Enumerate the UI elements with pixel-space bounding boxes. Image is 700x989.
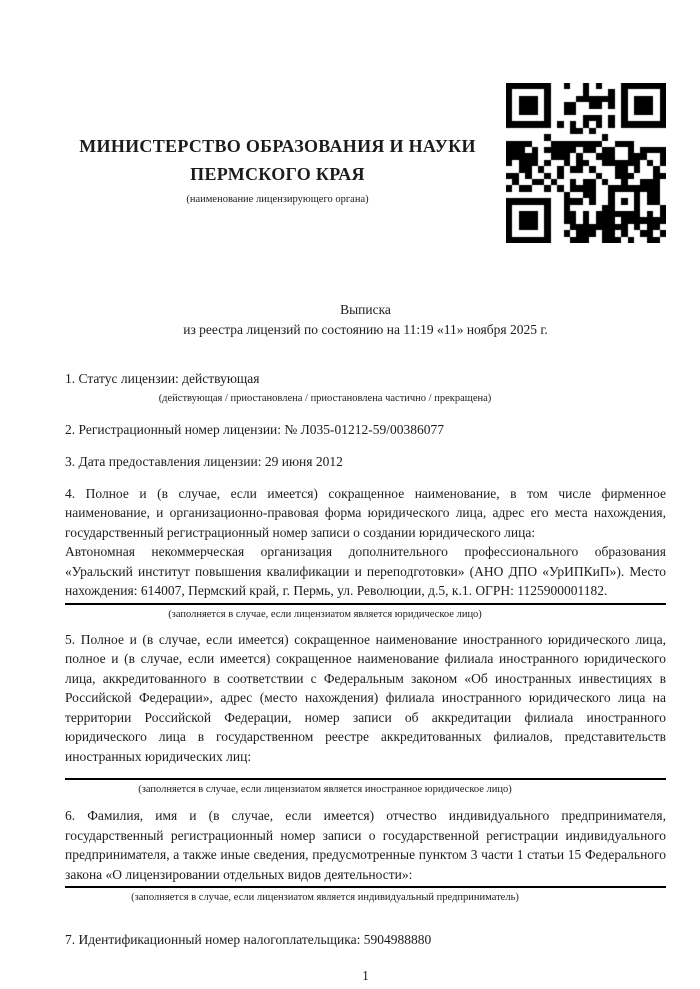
document-title-line-2: из реестра лицензий по состоянию на 11:19 «11» ноября 2025 г.: [183, 321, 548, 337]
qr-code: [506, 83, 666, 243]
foreign-entity-intro: 5. Полное и (в случае, если имеется) сокращенное наименование иностранного юридического лица, полное и (в случае, если имеется) сокращенное наименование филиала иностранного юридического лица, аккредитованного в соответствии с Федеральным законом «Об иностранных инвестициях в Российской Федерации», адрес (место нахождения) филиала иностранного юридического лица на территории Российской Федерации, номер записи об аккредитации филиала иностранного юридического лица в государственном реестре аккредитованных филиалов, представительств иностранных юридических лиц:: [65, 631, 666, 764]
license-status-hint: (действующая / приостановлена / приостановлена частично / прекращена): [158, 392, 492, 404]
separator-rule: [65, 603, 666, 605]
licensing-authority: [65, 83, 490, 206]
registration-number-line: 2. Регистрационный номер лицензии: № Л035-01212-59/00386077: [65, 421, 445, 437]
ministry-name: [65, 132, 490, 188]
separator-rule: [65, 886, 666, 888]
legal-entity-intro: 4. Полное и (в случае, если имеется) сокращенное наименование, в том числе фирменное наименование, и организационно-правовая форма юридического лица, адрес его места нахождения, государственный регистрационный номер записи о создании юридического лица:: [65, 485, 666, 540]
document-header: [65, 0, 666, 243]
foreign-entity-section: [65, 630, 666, 797]
entrepreneur-section: [65, 806, 666, 904]
ministry-name-line-1: МИНИСТЕРСТВО ОБРАЗОВАНИЯ И НАУКИ: [79, 136, 476, 156]
legal-entity-hint: (заполняется в случае, если лицензиатом является юридическое лицо): [168, 608, 482, 620]
qr-code-image: [506, 83, 666, 243]
document-title: [65, 300, 666, 339]
entrepreneur-intro: 6. Фамилия, имя и (в случае, если имеется) отчество индивидуального предпринимателя, государственный регистрационный номер записи о государственной регистрации индивидуального предпринимателя, а также иные сведения, предусмотренные пунктом 3 части 1 статьи 15 Федерального закона «О лицензировании отдельных видов деятельности»:: [65, 808, 666, 882]
separator-rule: [65, 778, 666, 780]
entrepreneur-hint: (заполняется в случае, если лицензиатом является индивидуальный предприниматель): [131, 892, 519, 903]
document-title-line-1: Выписка: [340, 302, 391, 317]
grant-date-line: 3. Дата предоставления лицензии: 29 июня 2012: [65, 454, 343, 469]
legal-entity-section: [65, 484, 666, 621]
page-number: 1: [362, 967, 369, 983]
legal-entity-value: Автономная некоммерческая организация дополнительного профессионального образования «Уральский институт повышения квалификации и переподготовки» (АНО ДПО «УрИПКиП»). Место нахождения: 614007, Пермский край, г. Пермь, ул. Революции, д.5, к.1. ОГРН: 1125900001182.: [65, 544, 666, 598]
ministry-name-line-2: ПЕРМСКОГО КРАЯ: [190, 164, 365, 184]
foreign-entity-hint: (заполняется в случае, если лицензиатом является иностранное юридическое лицо): [138, 784, 512, 795]
license-status-line: 1. Статус лицензии: действующая: [65, 371, 260, 386]
ministry-caption: (наименование лицензирующего органа): [186, 194, 369, 205]
taxpayer-number-line: 7. Идентификационный номер налогоплательщика: 5904988880: [65, 932, 432, 947]
